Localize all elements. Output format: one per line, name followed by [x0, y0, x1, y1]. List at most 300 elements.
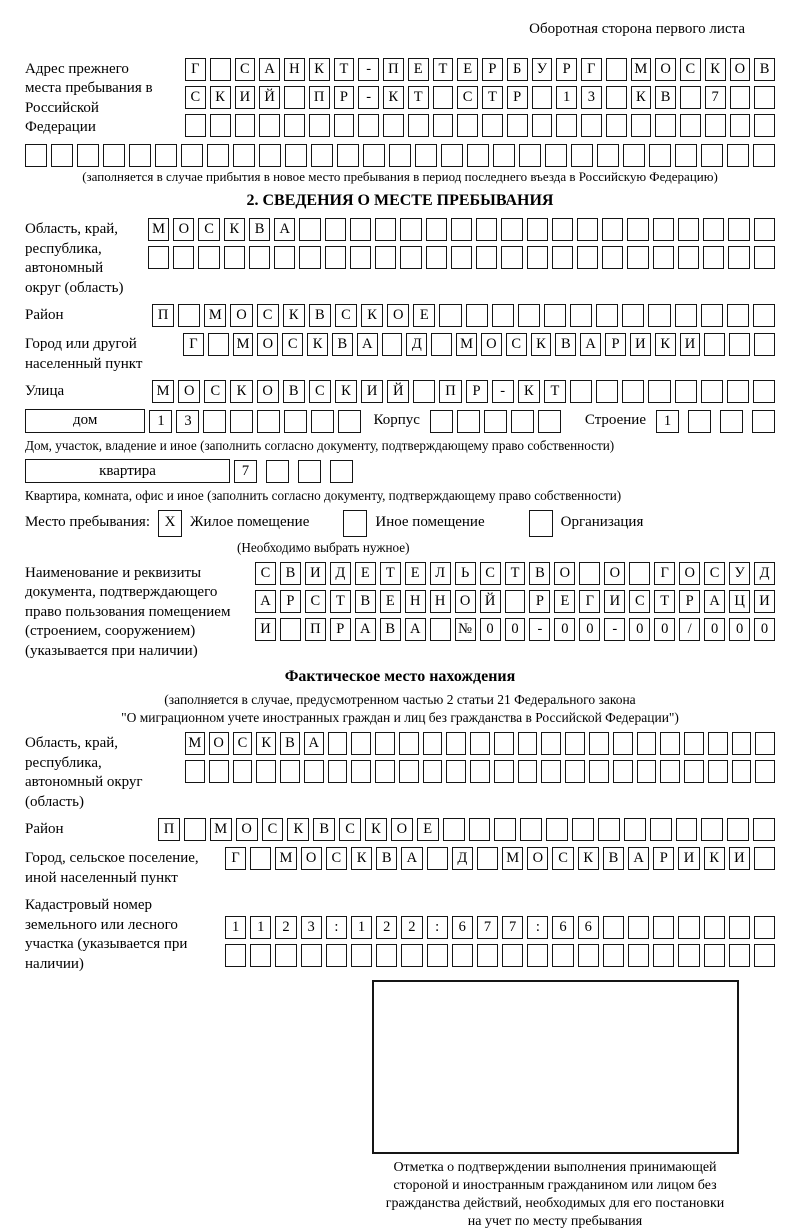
char-box[interactable] — [304, 760, 324, 783]
char-box[interactable] — [477, 847, 498, 870]
char-box[interactable]: 1 — [149, 410, 172, 433]
house-type-box[interactable]: дом — [25, 409, 145, 433]
char-box[interactable]: Т — [380, 562, 401, 585]
char-box[interactable] — [648, 304, 670, 327]
char-box[interactable] — [351, 732, 371, 755]
char-box[interactable]: К — [531, 333, 552, 356]
char-box[interactable] — [653, 246, 674, 269]
char-box[interactable] — [732, 760, 752, 783]
char-box[interactable]: Ц — [729, 590, 750, 613]
char-box[interactable] — [351, 760, 371, 783]
char-box[interactable] — [518, 732, 538, 755]
char-box[interactable] — [703, 246, 724, 269]
char-box[interactable]: Г — [581, 58, 602, 81]
char-box[interactable]: 3 — [581, 86, 602, 109]
char-box[interactable]: К — [705, 58, 726, 81]
char-box[interactable]: Й — [480, 590, 501, 613]
char-box[interactable]: О — [257, 380, 279, 403]
char-box[interactable]: И — [754, 590, 775, 613]
char-box[interactable]: К — [518, 380, 540, 403]
char-box[interactable] — [423, 760, 443, 783]
char-box[interactable]: В — [280, 732, 300, 755]
char-box[interactable] — [470, 760, 490, 783]
char-box[interactable] — [754, 847, 775, 870]
char-box[interactable] — [680, 86, 701, 109]
char-box[interactable]: Е — [417, 818, 439, 841]
char-box[interactable] — [556, 114, 577, 137]
char-box[interactable]: М — [204, 304, 226, 327]
char-box[interactable]: 2 — [376, 916, 397, 939]
char-box[interactable] — [334, 114, 355, 137]
char-box[interactable] — [337, 144, 359, 167]
char-box[interactable]: О — [655, 58, 676, 81]
char-box[interactable] — [701, 380, 723, 403]
char-box[interactable] — [415, 144, 437, 167]
char-box[interactable]: М — [152, 380, 174, 403]
char-box[interactable]: Т — [408, 86, 429, 109]
char-box[interactable] — [233, 144, 255, 167]
char-box[interactable]: С — [629, 590, 650, 613]
checkbox-inoe-pomeshchenie[interactable] — [343, 510, 367, 537]
char-box[interactable]: - — [358, 58, 379, 81]
char-box[interactable]: И — [678, 847, 699, 870]
char-box[interactable]: М — [456, 333, 477, 356]
char-box[interactable] — [675, 380, 697, 403]
char-box[interactable]: В — [355, 590, 376, 613]
char-box[interactable] — [589, 732, 609, 755]
char-box[interactable]: М — [210, 818, 232, 841]
char-box[interactable]: Н — [405, 590, 426, 613]
char-box[interactable] — [155, 144, 177, 167]
char-box[interactable]: К — [704, 847, 725, 870]
char-box[interactable] — [210, 58, 231, 81]
char-box[interactable]: К — [309, 58, 330, 81]
char-box[interactable]: У — [729, 562, 750, 585]
char-box[interactable] — [631, 114, 652, 137]
char-box[interactable] — [129, 144, 151, 167]
char-box[interactable] — [433, 86, 454, 109]
char-box[interactable] — [457, 114, 478, 137]
char-box[interactable]: Е — [355, 562, 376, 585]
char-box[interactable] — [77, 144, 99, 167]
char-box[interactable]: В — [555, 333, 576, 356]
char-box[interactable] — [755, 732, 775, 755]
char-box[interactable]: О — [301, 847, 322, 870]
char-box[interactable] — [430, 410, 453, 433]
char-box[interactable] — [401, 944, 422, 967]
char-box[interactable]: Н — [284, 58, 305, 81]
char-box[interactable] — [427, 944, 448, 967]
char-box[interactable] — [338, 410, 361, 433]
char-box[interactable] — [678, 218, 699, 241]
char-box[interactable] — [518, 760, 538, 783]
char-box[interactable] — [571, 144, 593, 167]
char-box[interactable] — [502, 944, 523, 967]
char-box[interactable]: К — [361, 304, 383, 327]
char-box[interactable]: Т — [433, 58, 454, 81]
char-box[interactable]: В — [655, 86, 676, 109]
char-box[interactable]: Е — [457, 58, 478, 81]
char-box[interactable]: - — [529, 618, 550, 641]
char-box[interactable] — [466, 304, 488, 327]
char-box[interactable] — [678, 916, 699, 939]
char-box[interactable]: О — [481, 333, 502, 356]
char-box[interactable]: О — [527, 847, 548, 870]
char-box[interactable]: С — [257, 304, 279, 327]
char-box[interactable] — [572, 818, 594, 841]
char-box[interactable] — [431, 333, 452, 356]
char-box[interactable] — [208, 333, 229, 356]
char-box[interactable]: - — [358, 86, 379, 109]
char-box[interactable] — [230, 410, 253, 433]
char-box[interactable]: В — [283, 380, 305, 403]
char-box[interactable] — [676, 818, 698, 841]
char-box[interactable]: П — [383, 58, 404, 81]
char-box[interactable] — [350, 246, 371, 269]
char-box[interactable]: В — [309, 304, 331, 327]
char-box[interactable]: Е — [554, 590, 575, 613]
char-box[interactable] — [330, 460, 353, 483]
char-box[interactable]: 0 — [554, 618, 575, 641]
char-box[interactable]: Д — [330, 562, 351, 585]
char-box[interactable]: С — [506, 333, 527, 356]
char-box[interactable]: П — [305, 618, 326, 641]
char-box[interactable]: О — [604, 562, 625, 585]
char-box[interactable]: А — [255, 590, 276, 613]
char-box[interactable] — [203, 410, 226, 433]
char-box[interactable] — [427, 847, 448, 870]
char-box[interactable]: И — [680, 333, 701, 356]
char-box[interactable]: С — [457, 86, 478, 109]
char-box[interactable]: Й — [259, 86, 280, 109]
char-box[interactable] — [637, 760, 657, 783]
char-box[interactable] — [235, 114, 256, 137]
char-box[interactable]: 1 — [351, 916, 372, 939]
char-box[interactable] — [198, 246, 219, 269]
char-box[interactable]: О — [730, 58, 751, 81]
char-box[interactable] — [579, 562, 600, 585]
char-box[interactable] — [275, 944, 296, 967]
char-box[interactable] — [597, 144, 619, 167]
char-box[interactable]: 0 — [629, 618, 650, 641]
char-box[interactable]: И — [630, 333, 651, 356]
char-box[interactable] — [259, 114, 280, 137]
char-box[interactable] — [755, 760, 775, 783]
char-box[interactable] — [284, 114, 305, 137]
char-box[interactable]: С — [680, 58, 701, 81]
char-box[interactable]: К — [383, 86, 404, 109]
char-box[interactable] — [627, 218, 648, 241]
char-box[interactable]: С — [185, 86, 206, 109]
char-box[interactable] — [389, 144, 411, 167]
char-box[interactable]: 3 — [176, 410, 199, 433]
char-box[interactable] — [399, 760, 419, 783]
char-box[interactable]: Д — [406, 333, 427, 356]
char-box[interactable] — [729, 944, 750, 967]
char-box[interactable]: В — [380, 618, 401, 641]
char-box[interactable]: П — [439, 380, 461, 403]
char-box[interactable] — [494, 732, 514, 755]
char-box[interactable] — [400, 218, 421, 241]
char-box[interactable] — [476, 218, 497, 241]
char-box[interactable] — [484, 410, 507, 433]
char-box[interactable] — [581, 114, 602, 137]
char-box[interactable] — [519, 144, 541, 167]
char-box[interactable]: С — [255, 562, 276, 585]
char-box[interactable] — [225, 944, 246, 967]
char-box[interactable] — [565, 760, 585, 783]
char-box[interactable] — [650, 818, 672, 841]
char-box[interactable] — [603, 944, 624, 967]
char-box[interactable]: К — [631, 86, 652, 109]
char-box[interactable]: 2 — [275, 916, 296, 939]
char-box[interactable] — [492, 304, 514, 327]
char-box[interactable] — [103, 144, 125, 167]
char-box[interactable] — [552, 218, 573, 241]
char-box[interactable] — [541, 760, 561, 783]
char-box[interactable]: Н — [430, 590, 451, 613]
char-box[interactable]: С — [204, 380, 226, 403]
char-box[interactable]: № — [455, 618, 476, 641]
char-box[interactable]: С — [704, 562, 725, 585]
char-box[interactable] — [233, 760, 253, 783]
char-box[interactable] — [25, 144, 47, 167]
char-box[interactable] — [754, 218, 775, 241]
char-box[interactable] — [606, 58, 627, 81]
char-box[interactable] — [181, 144, 203, 167]
char-box[interactable]: К — [365, 818, 387, 841]
char-box[interactable] — [178, 304, 200, 327]
char-box[interactable] — [494, 818, 516, 841]
char-box[interactable] — [439, 304, 461, 327]
char-box[interactable] — [250, 847, 271, 870]
char-box[interactable] — [648, 380, 670, 403]
char-box[interactable]: Д — [452, 847, 473, 870]
char-box[interactable]: Р — [466, 380, 488, 403]
char-box[interactable]: К — [287, 818, 309, 841]
char-box[interactable] — [328, 732, 348, 755]
char-box[interactable] — [476, 246, 497, 269]
char-box[interactable]: О — [679, 562, 700, 585]
char-box[interactable] — [326, 944, 347, 967]
char-box[interactable] — [413, 380, 435, 403]
char-box[interactable] — [541, 732, 561, 755]
char-box[interactable] — [728, 246, 749, 269]
char-box[interactable] — [701, 818, 723, 841]
char-box[interactable] — [675, 304, 697, 327]
char-box[interactable]: Е — [408, 58, 429, 81]
char-box[interactable] — [570, 304, 592, 327]
char-box[interactable] — [754, 333, 775, 356]
char-box[interactable] — [655, 114, 676, 137]
char-box[interactable]: П — [309, 86, 330, 109]
char-box[interactable]: 7 — [477, 916, 498, 939]
char-box[interactable]: А — [304, 732, 324, 755]
char-box[interactable] — [578, 944, 599, 967]
char-box[interactable]: Т — [505, 562, 526, 585]
char-box[interactable] — [602, 246, 623, 269]
char-box[interactable] — [684, 732, 704, 755]
char-box[interactable] — [532, 86, 553, 109]
char-box[interactable]: Р — [653, 847, 674, 870]
char-box[interactable] — [441, 144, 463, 167]
char-box[interactable]: : — [326, 916, 347, 939]
char-box[interactable]: К — [351, 847, 372, 870]
char-box[interactable]: Л — [430, 562, 451, 585]
char-box[interactable] — [493, 144, 515, 167]
char-box[interactable] — [423, 732, 443, 755]
char-box[interactable] — [433, 114, 454, 137]
char-box[interactable] — [452, 944, 473, 967]
char-box[interactable]: Г — [654, 562, 675, 585]
char-box[interactable] — [382, 333, 403, 356]
char-box[interactable]: М — [502, 847, 523, 870]
char-box[interactable] — [577, 246, 598, 269]
char-box[interactable] — [350, 218, 371, 241]
char-box[interactable] — [606, 86, 627, 109]
char-box[interactable]: : — [427, 916, 448, 939]
char-box[interactable] — [589, 760, 609, 783]
char-box[interactable]: Е — [405, 562, 426, 585]
char-box[interactable]: - — [492, 380, 514, 403]
char-box[interactable]: И — [255, 618, 276, 641]
char-box[interactable]: В — [754, 58, 775, 81]
char-box[interactable] — [596, 380, 618, 403]
char-box[interactable]: А — [405, 618, 426, 641]
char-box[interactable] — [565, 732, 585, 755]
char-box[interactable] — [708, 732, 728, 755]
char-box[interactable] — [457, 410, 480, 433]
char-box[interactable]: С — [309, 380, 331, 403]
char-box[interactable]: 0 — [729, 618, 750, 641]
char-box[interactable]: Т — [654, 590, 675, 613]
char-box[interactable] — [552, 246, 573, 269]
char-box[interactable]: 6 — [452, 916, 473, 939]
char-box[interactable] — [753, 144, 775, 167]
char-box[interactable] — [527, 218, 548, 241]
char-box[interactable]: А — [401, 847, 422, 870]
char-box[interactable] — [511, 410, 534, 433]
char-box[interactable] — [729, 916, 750, 939]
char-box[interactable]: 3 — [301, 916, 322, 939]
char-box[interactable]: В — [603, 847, 624, 870]
char-box[interactable] — [470, 732, 490, 755]
char-box[interactable]: П — [158, 818, 180, 841]
char-box[interactable]: Г — [183, 333, 204, 356]
char-box[interactable] — [624, 818, 646, 841]
char-box[interactable] — [501, 246, 522, 269]
char-box[interactable]: 0 — [654, 618, 675, 641]
char-box[interactable] — [544, 304, 566, 327]
char-box[interactable]: О — [236, 818, 258, 841]
char-box[interactable] — [701, 144, 723, 167]
char-box[interactable]: И — [361, 380, 383, 403]
char-box[interactable] — [400, 246, 421, 269]
checkbox-zhiloe-pomeshchenie[interactable]: X — [158, 510, 182, 537]
char-box[interactable]: Р — [507, 86, 528, 109]
char-box[interactable]: 7 — [502, 916, 523, 939]
char-box[interactable] — [285, 144, 307, 167]
char-box[interactable]: А — [704, 590, 725, 613]
char-box[interactable]: В — [376, 847, 397, 870]
char-box[interactable]: Р — [556, 58, 577, 81]
char-box[interactable] — [249, 246, 270, 269]
char-box[interactable]: 1 — [250, 916, 271, 939]
char-box[interactable] — [451, 218, 472, 241]
char-box[interactable]: В — [332, 333, 353, 356]
char-box[interactable] — [311, 410, 334, 433]
char-box[interactable] — [250, 944, 271, 967]
char-box[interactable]: У — [532, 58, 553, 81]
char-box[interactable] — [603, 916, 624, 939]
char-box[interactable] — [728, 218, 749, 241]
char-box[interactable] — [678, 944, 699, 967]
char-box[interactable] — [704, 333, 725, 356]
char-box[interactable] — [653, 218, 674, 241]
char-box[interactable]: 0 — [579, 618, 600, 641]
char-box[interactable] — [266, 460, 289, 483]
char-box[interactable] — [518, 304, 540, 327]
char-box[interactable] — [256, 760, 276, 783]
char-box[interactable]: А — [259, 58, 280, 81]
char-box[interactable] — [224, 246, 245, 269]
char-box[interactable]: 7 — [234, 460, 257, 483]
char-box[interactable]: Р — [280, 590, 301, 613]
char-box[interactable] — [446, 732, 466, 755]
char-box[interactable]: В — [249, 218, 270, 241]
char-box[interactable]: К — [230, 380, 252, 403]
char-box[interactable]: Г — [185, 58, 206, 81]
char-box[interactable]: С — [339, 818, 361, 841]
char-box[interactable] — [376, 944, 397, 967]
char-box[interactable] — [653, 944, 674, 967]
char-box[interactable] — [210, 114, 231, 137]
char-box[interactable] — [727, 144, 749, 167]
char-box[interactable] — [754, 944, 775, 967]
char-box[interactable] — [730, 86, 751, 109]
char-box[interactable] — [494, 760, 514, 783]
char-box[interactable] — [720, 410, 743, 433]
char-box[interactable] — [259, 144, 281, 167]
char-box[interactable]: 0 — [754, 618, 775, 641]
char-box[interactable] — [527, 246, 548, 269]
char-box[interactable] — [299, 218, 320, 241]
char-box[interactable]: Р — [679, 590, 700, 613]
char-box[interactable] — [754, 86, 775, 109]
char-box[interactable] — [546, 818, 568, 841]
char-box[interactable] — [753, 818, 775, 841]
char-box[interactable] — [598, 818, 620, 841]
char-box[interactable]: С — [552, 847, 573, 870]
char-box[interactable] — [51, 144, 73, 167]
char-box[interactable]: Й — [387, 380, 409, 403]
char-box[interactable] — [753, 304, 775, 327]
char-box[interactable]: О — [554, 562, 575, 585]
char-box[interactable] — [207, 144, 229, 167]
char-box[interactable] — [729, 333, 750, 356]
char-box[interactable] — [660, 732, 680, 755]
char-box[interactable]: К — [335, 380, 357, 403]
char-box[interactable] — [623, 144, 645, 167]
char-box[interactable] — [545, 144, 567, 167]
char-box[interactable] — [351, 944, 372, 967]
char-box[interactable] — [629, 562, 650, 585]
char-box[interactable]: О — [209, 732, 229, 755]
char-box[interactable] — [284, 86, 305, 109]
char-box[interactable] — [705, 114, 726, 137]
char-box[interactable] — [477, 944, 498, 967]
char-box[interactable]: 1 — [556, 86, 577, 109]
